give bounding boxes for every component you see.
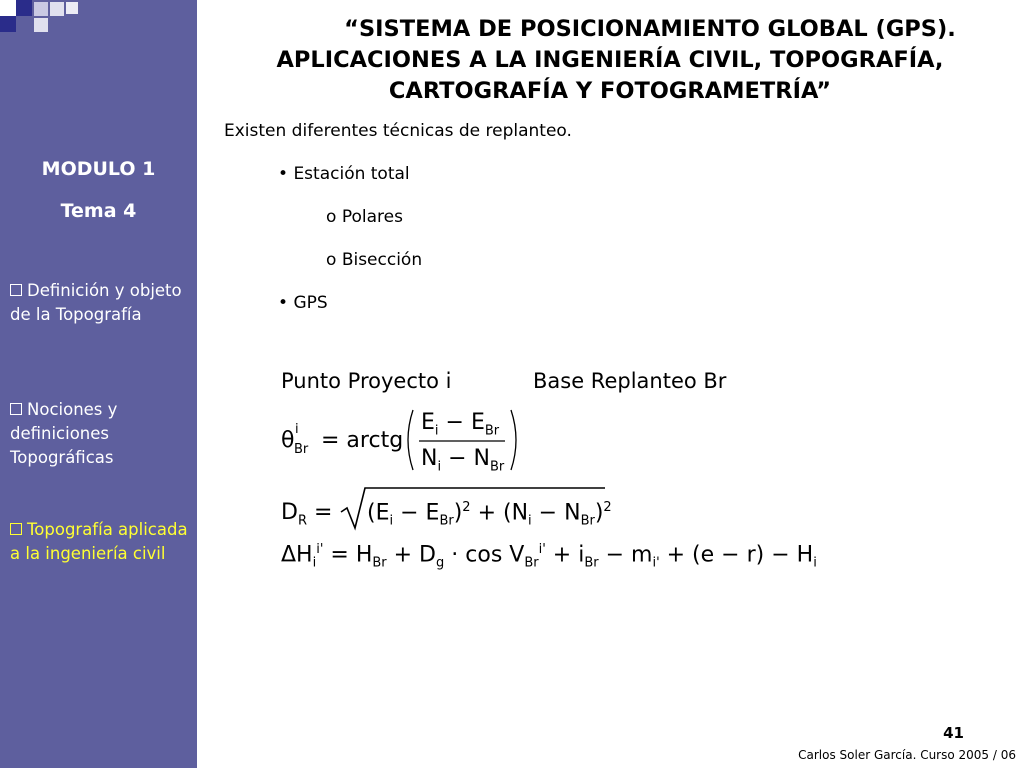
point-label: Punto Proyecto i [281, 369, 452, 393]
footer-credit: Carlos Soler García. Curso 2005 / 06 [798, 748, 1016, 762]
sub-item: o Polares [326, 207, 403, 227]
page-number: 41 [943, 724, 964, 742]
topic-label: Tema 4 [60, 200, 137, 222]
module-label: MODULO 1 [41, 158, 156, 180]
sidebar-item-nociones[interactable] [10, 398, 190, 470]
formula-height: $\Delta H_i^{i'} = H_{Br} + D_g \cdot \cos V_{Br}^{i'} + i_{Br} - m_{i'} + (e - r) - H_i$ [281, 542, 817, 571]
base-label: Base Replanteo Br [533, 369, 727, 393]
checkbox-icon [10, 284, 22, 296]
intro-text: Existen diferentes técnicas de replanteo. [224, 121, 572, 141]
sub-item: o Bisección [326, 250, 423, 270]
sidebar-item-label: Definición y objeto de la Topografía [10, 281, 182, 324]
sidebar [0, 0, 197, 768]
page-title [200, 14, 1020, 107]
checkbox-icon [10, 523, 22, 535]
sidebar-item-definicion[interactable] [10, 279, 190, 327]
sidebar-item-label: Topografía aplicada a la ingeniería civil [10, 520, 188, 563]
bullet-item: • GPS [278, 293, 328, 313]
sidebar-item-label: Nociones y definiciones Topográficas [10, 400, 118, 467]
title-line-3: CARTOGRAFÍA Y FOTOGRAMETRÍA” [388, 78, 832, 104]
bullet-item: • Estación total [278, 164, 410, 184]
decorative-squares [0, 0, 90, 45]
title-line-1: “SISTEMA DE POSICIONAMIENTO GLOBAL (GPS). [344, 16, 956, 42]
sidebar-item-topografia-aplicada[interactable] [10, 518, 190, 566]
checkbox-icon [10, 403, 22, 415]
title-line-2: APLICACIONES A LA INGENIERÍA CIVIL, TOPOGRAFÍA, [276, 47, 944, 73]
